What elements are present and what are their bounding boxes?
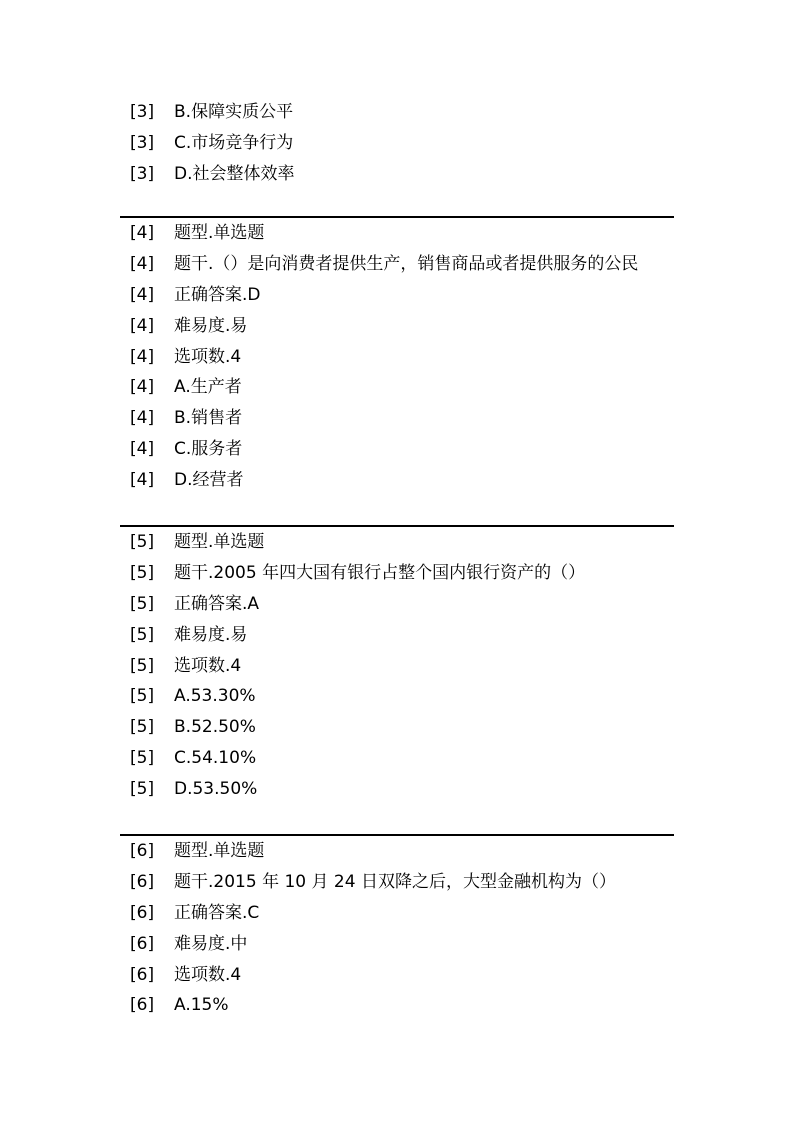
option-count-row (120, 651, 674, 682)
correct-answer-row (120, 280, 674, 311)
item-number: [5] (130, 686, 155, 707)
option-row (120, 403, 674, 434)
item-text: 选项数.4 (174, 964, 242, 985)
difficulty-row (120, 311, 674, 342)
item-number: [6] (130, 964, 155, 985)
item-number: [3] (130, 102, 155, 122)
item-number: [4] (130, 346, 155, 367)
item-text: B.销售者 (174, 408, 243, 429)
item-number: [4] (130, 377, 155, 398)
item-number: [6] (130, 841, 155, 861)
item-number: [5] (130, 562, 155, 583)
option-row (120, 128, 674, 159)
item-number: [4] (130, 223, 155, 243)
item-text: 题干.（）是向消费者提供生产，销售商品或者提供服务的公民 (174, 253, 639, 274)
item-text: 题干.2015 年 10 月 24 日双降之后，大型金融机构为（） (174, 871, 616, 892)
item-text: C.服务者 (174, 439, 243, 460)
item-text: B.52.50% (174, 717, 256, 738)
question-4 (120, 216, 674, 496)
item-number: [5] (130, 717, 155, 738)
correct-answer-row (120, 589, 674, 620)
item-text: B.保障实质公平 (174, 102, 294, 122)
item-text: 题型.单选题 (174, 532, 265, 552)
item-number: [4] (130, 408, 155, 429)
item-text: C.市场竞争行为 (174, 132, 294, 153)
option-row (120, 681, 674, 712)
item-text: A.53.30% (174, 686, 256, 707)
question-type-row (120, 836, 674, 867)
question-5 (120, 525, 674, 805)
item-text: 题型.单选题 (174, 841, 265, 861)
item-text: C.54.10% (174, 748, 257, 769)
option-row (120, 990, 674, 1021)
question-stem-row (120, 867, 674, 898)
item-number: [5] (130, 624, 155, 645)
item-number: [5] (130, 593, 155, 614)
item-text: 选项数.4 (174, 655, 242, 676)
option-count-row (120, 960, 674, 991)
item-number: [6] (130, 902, 155, 923)
item-number: [5] (130, 779, 155, 800)
item-text: 正确答案.D (174, 284, 261, 305)
option-count-row (120, 342, 674, 373)
question-stem-row (120, 249, 674, 280)
item-text: 正确答案.A (174, 593, 260, 614)
option-row (120, 97, 674, 128)
item-number: [4] (130, 439, 155, 460)
correct-answer-row (120, 898, 674, 929)
question-type-row (120, 218, 674, 249)
item-number: [4] (130, 253, 155, 274)
item-text: 难易度.易 (174, 315, 248, 336)
item-text: 选项数.4 (174, 346, 242, 367)
item-number: [5] (130, 748, 155, 769)
item-text: 难易度.中 (174, 933, 248, 954)
option-row (120, 774, 674, 805)
item-text: D.53.50% (174, 779, 258, 800)
item-text: 题干.2005 年四大国有银行占整个国内银行资产的（） (174, 562, 586, 583)
option-row (120, 712, 674, 743)
item-number: [4] (130, 470, 155, 491)
item-number: [3] (130, 132, 155, 153)
item-text: D.社会整体效率 (174, 163, 295, 184)
option-row (120, 372, 674, 403)
difficulty-row (120, 929, 674, 960)
item-text: D.经营者 (174, 470, 244, 491)
item-number: [6] (130, 871, 155, 892)
question-3-tail (120, 97, 674, 190)
option-row (120, 434, 674, 465)
question-type-row (120, 527, 674, 558)
item-text: 难易度.易 (174, 624, 248, 645)
item-number: [5] (130, 655, 155, 676)
item-number: [3] (130, 163, 155, 184)
item-text: 正确答案.C (174, 902, 260, 923)
item-number: [5] (130, 532, 155, 552)
option-row (120, 159, 674, 190)
difficulty-row (120, 620, 674, 651)
question-stem-row (120, 558, 674, 589)
item-text: A.生产者 (174, 377, 242, 398)
option-row (120, 743, 674, 774)
item-number: [4] (130, 315, 155, 336)
item-number: [6] (130, 933, 155, 954)
item-text: 题型.单选题 (174, 223, 265, 243)
option-row (120, 465, 674, 496)
item-number: [4] (130, 284, 155, 305)
item-number: [6] (130, 995, 155, 1016)
question-6 (120, 834, 674, 1021)
item-text: A.15% (174, 995, 229, 1016)
